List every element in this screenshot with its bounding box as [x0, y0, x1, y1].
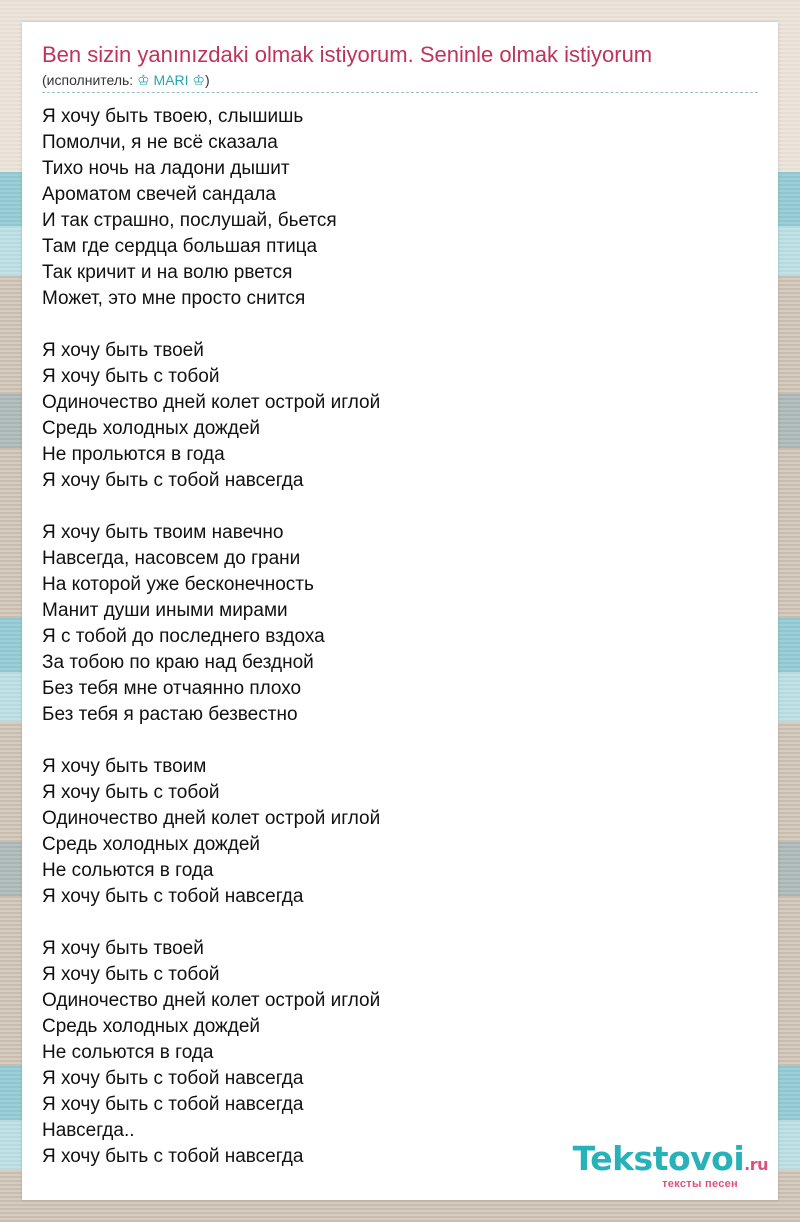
lyrics-line: Помолчи, я не всё сказала: [42, 132, 278, 153]
lyrics-line: Я хочу быть с тобой навсегда: [42, 1068, 304, 1089]
site-logo[interactable]: [572, 1139, 768, 1190]
artist-line: [42, 70, 758, 90]
lyrics-line: Я хочу быть с тобой навсегда: [42, 470, 304, 491]
lyrics-line: Я хочу быть твоей: [42, 340, 204, 361]
logo-wordmark: [572, 1139, 768, 1182]
lyrics-line: Там где сердца большая птица: [42, 236, 318, 257]
lyrics-line: За тобою по краю над бездной: [42, 652, 314, 673]
lyrics-line: Может, это мне просто снится: [42, 288, 306, 309]
lyrics-line: Без тебя мне отчаянно плохо: [42, 678, 302, 699]
lyrics-stanza: [42, 338, 758, 494]
lyrics-line: Я с тобой до последнего вздоха: [42, 626, 325, 647]
lyrics-line: Я хочу быть твоим навечно: [42, 522, 284, 543]
lyrics-line: Не сольются в года: [42, 860, 214, 881]
artist-prefix: (исполнитель:: [42, 72, 138, 88]
lyrics-line: Я хочу быть с тобой: [42, 964, 220, 985]
lyrics-line: Так кричит и на волю рвется: [42, 262, 293, 283]
lyrics-line: Манит души иными мирами: [42, 600, 288, 621]
lyrics-line: Я хочу быть твоею, слышишь: [42, 106, 304, 127]
logo-tld: .ru: [744, 1155, 768, 1174]
lyrics-line: Одиночество дней колет острой иглой: [42, 392, 381, 413]
lyrics-line: Я хочу быть с тобой: [42, 782, 220, 803]
lyrics-stanza: [42, 754, 758, 910]
lyrics-line: Тихо ночь на ладони дышит: [42, 158, 290, 179]
lyrics-line: Навсегда..: [42, 1120, 135, 1141]
logo-tagline: тексты песен: [662, 1178, 738, 1190]
lyrics-stanza: [42, 104, 758, 312]
lyrics-line: Навсегда, насовсем до грани: [42, 548, 301, 569]
lyrics-line: Не прольются в года: [42, 444, 225, 465]
lyrics-line: Я хочу быть с тобой: [42, 366, 220, 387]
lyrics-stanza: [42, 520, 758, 728]
lyrics-line: Без тебя я растаю безвестно: [42, 704, 298, 725]
lyrics-line: На которой уже бесконечность: [42, 574, 314, 595]
song-header: [42, 40, 758, 90]
lyrics-line: Одиночество дней колет острой иглой: [42, 808, 381, 829]
logo-main-text: Tekstovoi: [572, 1139, 745, 1178]
lyrics-line: Я хочу быть твоей: [42, 938, 204, 959]
lyrics-line: Не сольются в года: [42, 1042, 214, 1063]
lyrics-line: Средь холодных дождей: [42, 418, 261, 439]
lyrics-line: И так страшно, послушай, бьется: [42, 210, 337, 231]
lyrics-line: Средь холодных дождей: [42, 834, 261, 855]
lyrics-line: Я хочу быть с тобой навсегда: [42, 1146, 304, 1167]
lyrics-stanza: [42, 936, 758, 1170]
lyrics-line: Средь холодных дождей: [42, 1016, 261, 1037]
lyrics-line: Я хочу быть с тобой навсегда: [42, 886, 304, 907]
lyrics-line: Ароматом свечей сандала: [42, 184, 276, 205]
lyrics-line: Я хочу быть с тобой навсегда: [42, 1094, 304, 1115]
lyrics-card: [22, 22, 778, 1200]
artist-link[interactable]: ♔ MARI ♔: [137, 72, 205, 88]
song-title: Ben sizin yanınızdaki olmak istiyorum. Seninle olmak istiyorum: [42, 42, 653, 67]
artist-suffix: ): [204, 72, 210, 88]
lyrics-body: [42, 104, 758, 1196]
lyrics-line: Я хочу быть твоим: [42, 756, 207, 777]
header-divider: [42, 92, 758, 93]
lyrics-line: Одиночество дней колет острой иглой: [42, 990, 381, 1011]
